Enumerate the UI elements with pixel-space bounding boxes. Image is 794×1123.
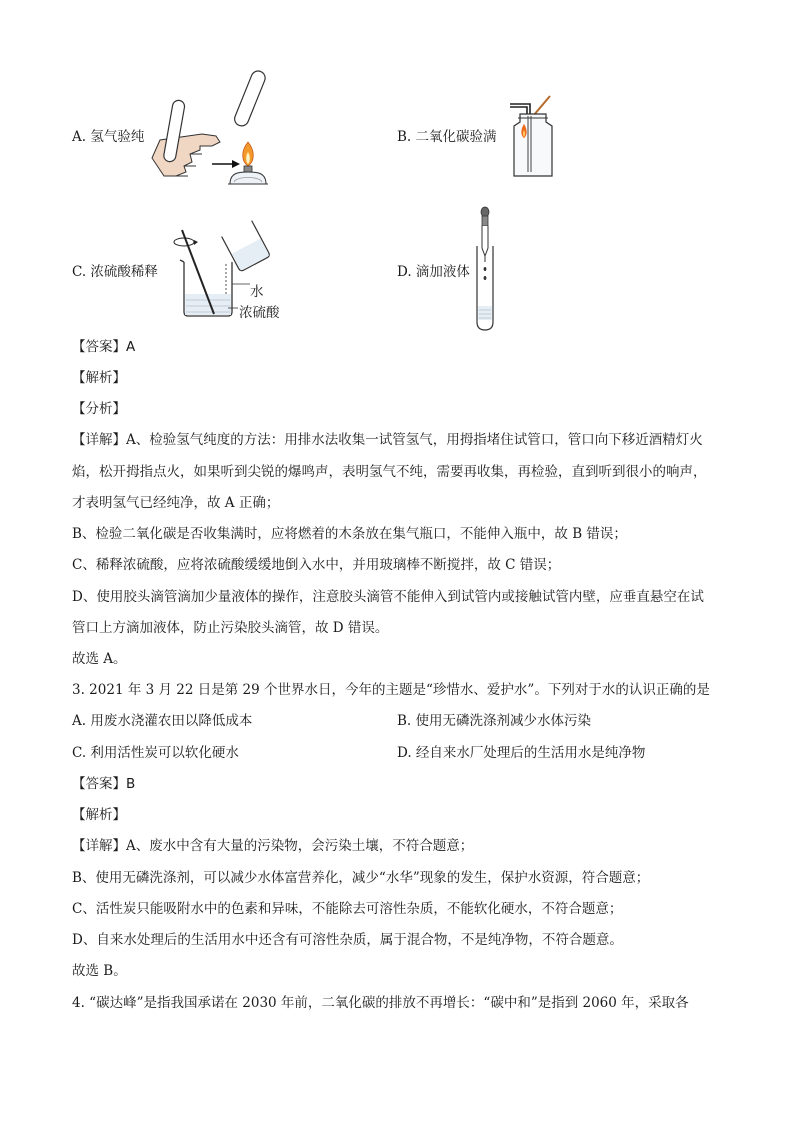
dropper-figure: [470, 206, 500, 332]
q2-answer: 【答案】A: [72, 339, 136, 355]
option-a-label: A. 氢气验纯: [72, 129, 145, 145]
q2-detail-line-1: 【详解】A、检验氢气纯度的方法：用排水法收集一试管氢气，用拇指堵住试管口，管口向下移近酒精灯火: [72, 432, 703, 448]
q3-option-d: D. 经自来水厂处理后的生活用水是纯净物: [397, 745, 646, 761]
q2-detail-line-3: 才表明氢气已经纯净，故 A 正确；: [72, 495, 280, 511]
label-water: 水: [250, 284, 264, 300]
q3-detail-c: C、活性炭只能吸附水中的色素和异味，不能除去可溶性杂质，不能软化硬水，不符合题意；: [72, 901, 623, 917]
label-concentrated-acid: 浓硫酸: [239, 305, 280, 321]
q2-detail-line-2: 焰，松开拇指点火，如果听到尖锐的爆鸣声，表明氢气不纯，需要再收集，再检验，直到听到很小的响声，: [72, 464, 707, 480]
q2-analysis-sub: 【分析】: [72, 401, 126, 417]
option-b-label: B. 二氧化碳验满: [397, 129, 497, 145]
q4-stem: 4. “碳达峰”是指我国承诺在 2030 年前，二氧化碳的排放不再增长：“碳中和”是指到 2060 年，采取各: [72, 995, 689, 1011]
q3-detail-d: D、自来水处理后的生活用水中还含有可溶性杂质，属于混合物，不是纯净物，不符合题意。: [72, 932, 623, 948]
q2-conclusion: 故选 A。: [72, 651, 127, 667]
q3-detail-b: B、使用无磷洗涤剂，可以减少水体富营养化，减少“水华”现象的发生，保护水资源，符合题意；: [72, 870, 650, 886]
q3-option-a: A. 用废水浇灌农田以降低成本: [72, 713, 253, 729]
q3-option-c: C. 利用活性炭可以软化硬水: [72, 745, 239, 761]
q2-detail-b: B、检验二氧化碳是否收集满时，应将燃着的木条放在集气瓶口，不能伸入瓶中，故 B 错误；: [72, 526, 627, 542]
q3-stem: 3. 2021 年 3 月 22 日是第 29 个世界水日，今年的主题是“珍惜水、爱护水”。下列对于水的认识正确的是: [72, 682, 710, 698]
q3-conclusion: 故选 B。: [72, 963, 127, 979]
q2-detail-d-line-1: D、使用胶头滴管滴加少量液体的操作，注意胶头滴管不能伸入到试管内或接触试管内壁，应垂直悬空在试: [72, 589, 704, 605]
q3-option-b: B. 使用无磷洗涤剂减少水体污染: [397, 713, 592, 729]
hydrogen-purity-test-figure: [150, 72, 270, 190]
option-c-label: C. 浓硫酸稀释: [72, 264, 158, 280]
q2-detail-c: C、稀释浓硫酸，应将浓硫酸缓缓地倒入水中，并用玻璃棒不断搅拌，故 C 错误；: [72, 557, 561, 573]
q3-analysis-heading: 【解析】: [72, 807, 126, 823]
q3-answer: 【答案】B: [72, 776, 136, 792]
co2-full-test-figure: [506, 92, 562, 178]
option-d-label: D. 滴加液体: [397, 264, 470, 280]
q2-analysis-heading: 【解析】: [72, 370, 126, 386]
q3-detail-a: 【详解】A、废水中含有大量的污染物，会污染土壤，不符合题意；: [72, 838, 474, 854]
q2-detail-d-line-2: 管口上方滴加液体，防止污染胶头滴管，故 D 错误。: [72, 620, 389, 636]
